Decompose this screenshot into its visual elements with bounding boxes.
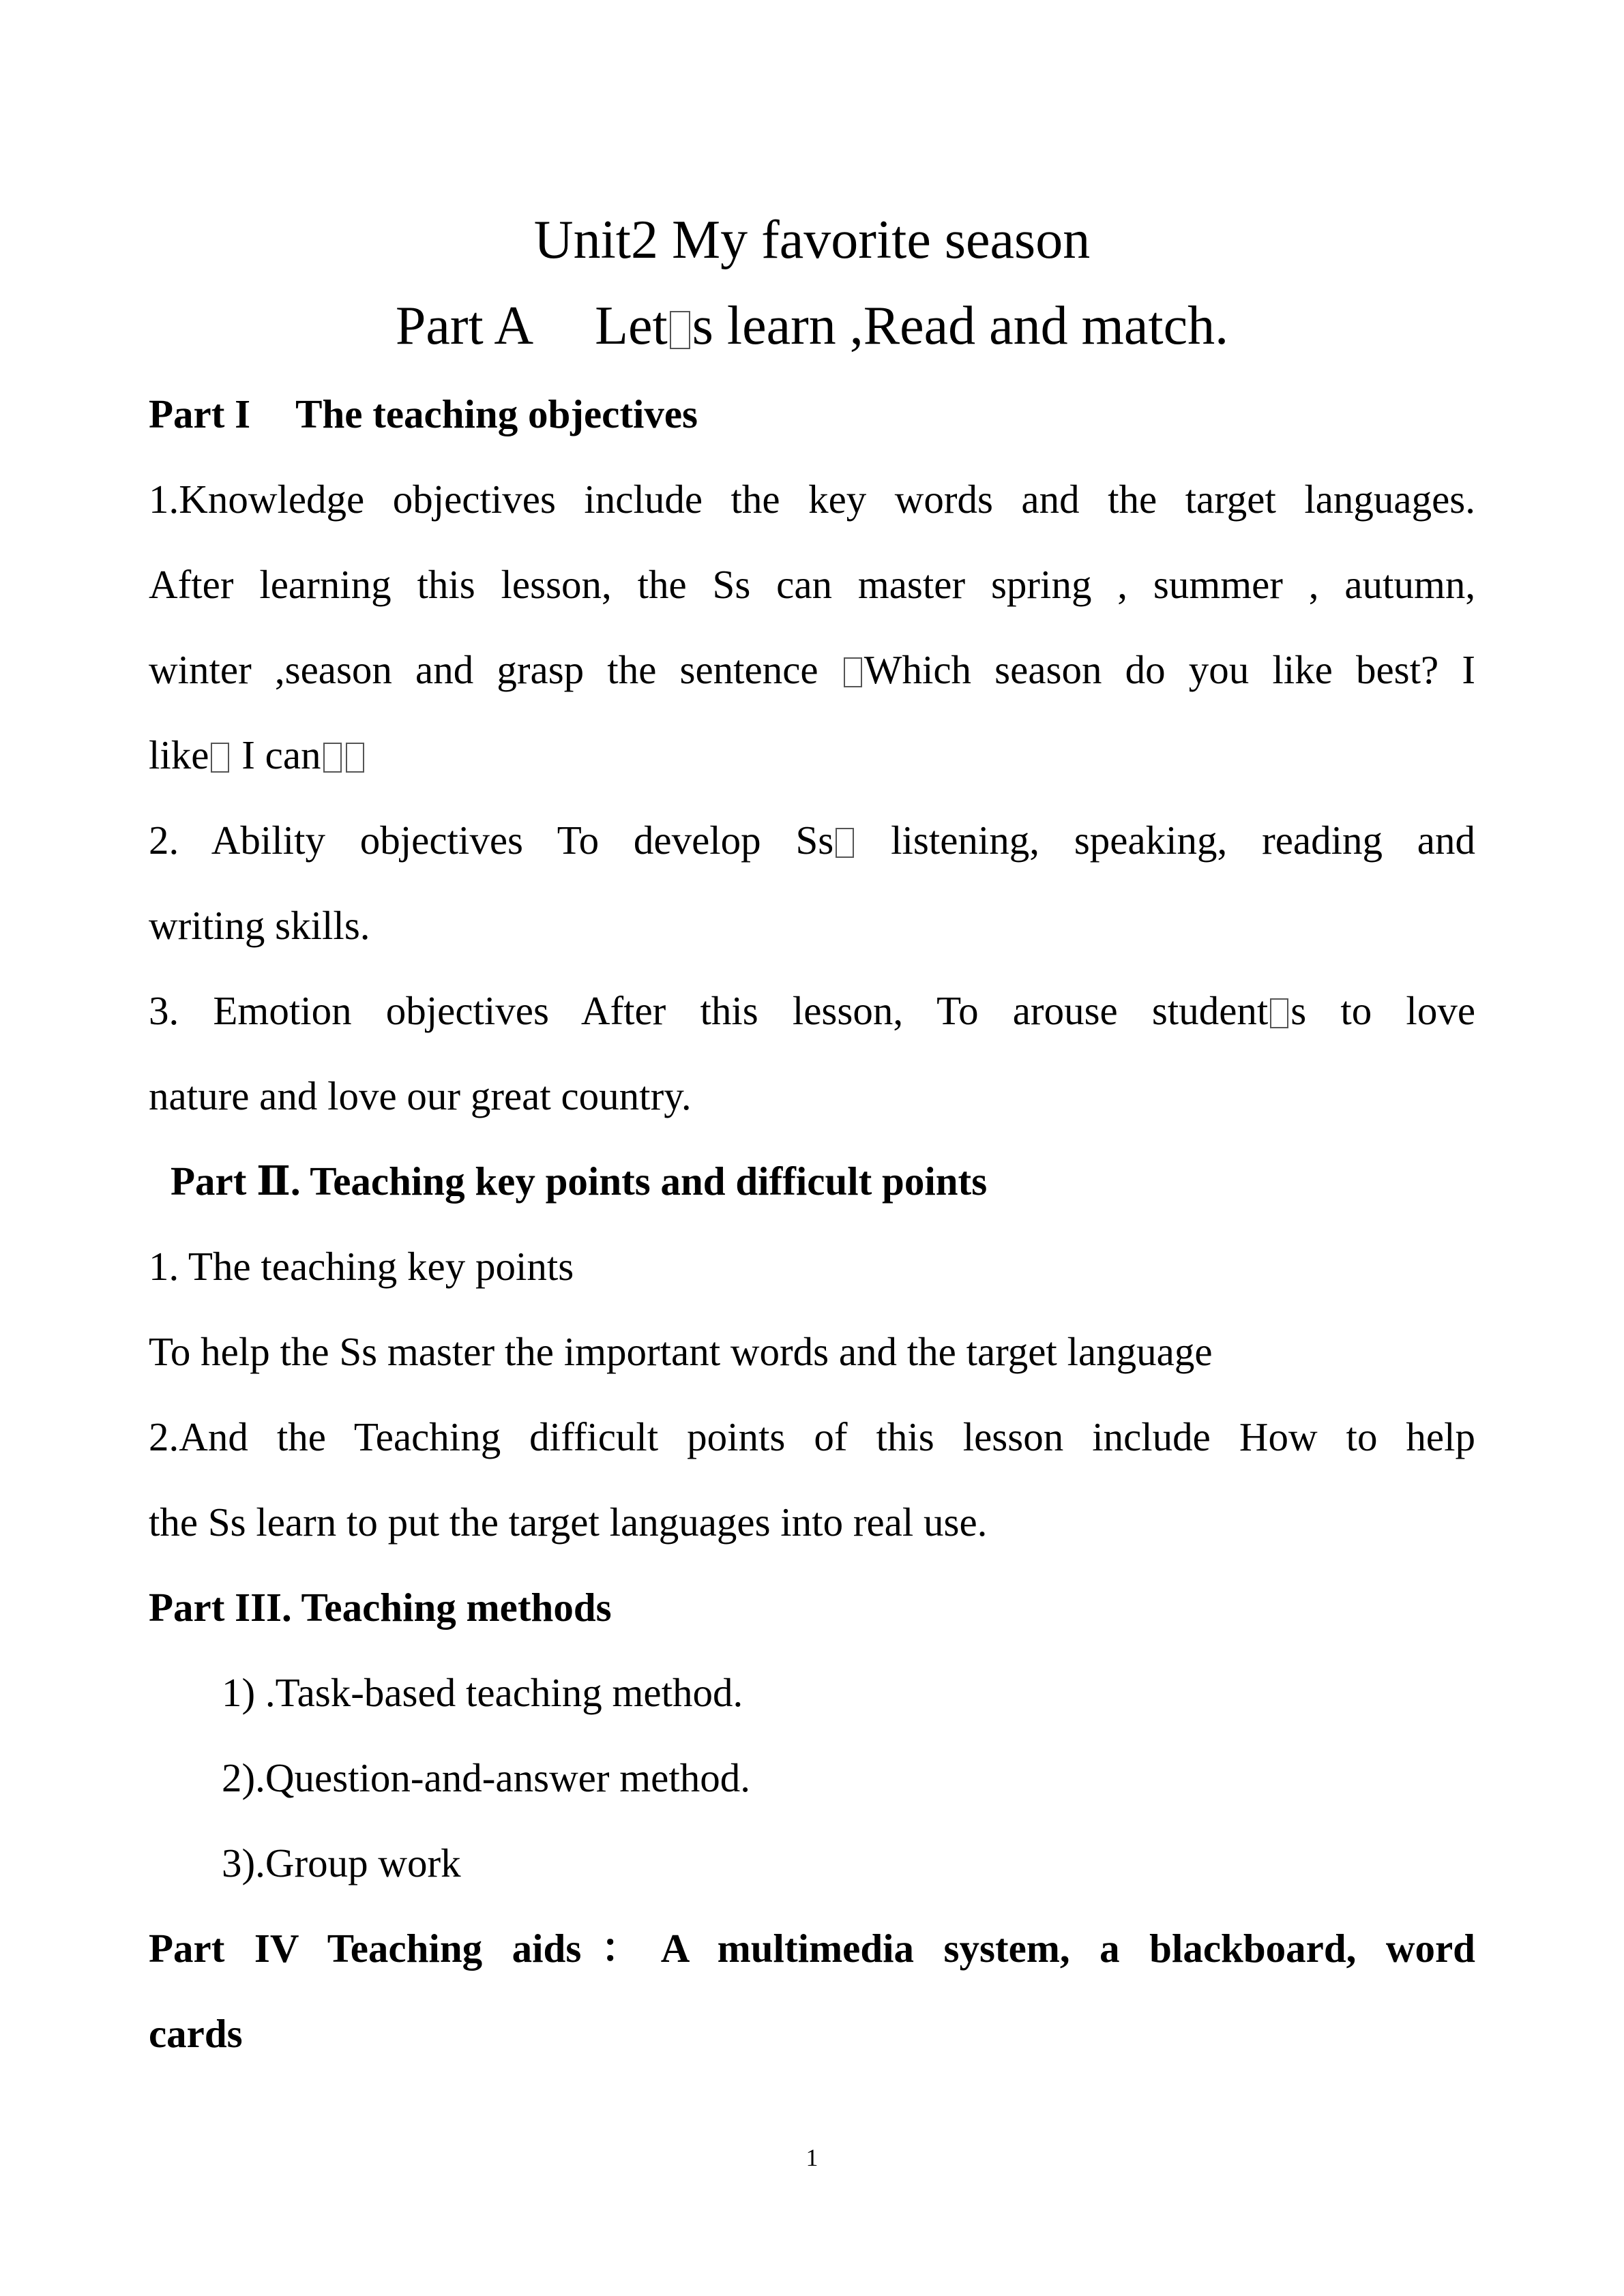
missing-glyph-box bbox=[346, 743, 364, 773]
knowledge-objectives-line-3: winter ,season and grasp the sentence Which season do you like best? I bbox=[149, 647, 1476, 692]
page-title: Unit2 My favorite season bbox=[533, 210, 1091, 270]
ability-objectives-line-1: 2. Ability objectives To develop Ss listening, speaking, reading and bbox=[149, 818, 1475, 863]
missing-glyph-box bbox=[844, 657, 862, 687]
key-points-text: To help the Ss master the important words and the target language bbox=[149, 1329, 1213, 1374]
missing-glyph-box bbox=[323, 743, 342, 773]
knowledge-objectives-line-2: After learning this lesson, the Ss can master spring , summer , autumn, bbox=[149, 562, 1476, 607]
missing-glyph-box bbox=[670, 311, 690, 349]
method-item: 3).Group work bbox=[222, 1840, 461, 1885]
emotion-objectives-line-1: 3. Emotion objectives After this lesson, To arouse student s to love bbox=[149, 988, 1476, 1033]
knowledge-objectives-line-4: like I can bbox=[149, 735, 366, 775]
missing-glyph-box bbox=[1270, 998, 1288, 1028]
section-heading-part-4: Part IV Teaching aids：A multimedia system, a blackboard, word bbox=[149, 1926, 1475, 1971]
missing-glyph-box bbox=[211, 743, 229, 773]
page-subtitle bbox=[0, 296, 1624, 356]
method-item: 1) .Task-based teaching method. bbox=[222, 1670, 743, 1715]
subtitle-rest: s learn ,Read and match. bbox=[692, 296, 1229, 356]
subtitle-part: Part A bbox=[395, 296, 534, 356]
section-heading-part-1: Part I The teaching objectives bbox=[149, 391, 698, 436]
section-heading-part-2: Part Ⅱ. Teaching key points and difficult points bbox=[171, 1159, 988, 1204]
section-heading-part-3: Part III. Teaching methods bbox=[149, 1585, 612, 1630]
subtitle-lets: Let bbox=[595, 296, 668, 356]
ability-objectives-line-2: writing skills. bbox=[149, 903, 370, 948]
method-item: 2).Question-and-answer method. bbox=[222, 1755, 750, 1800]
page-number: 1 bbox=[806, 2144, 818, 2171]
key-points-label: 1. The teaching key points bbox=[149, 1244, 574, 1289]
knowledge-objectives-line-1: 1.Knowledge objectives include the key words and the target languages. bbox=[149, 477, 1476, 522]
difficult-points-line-2: the Ss learn to put the target languages into real use. bbox=[149, 1500, 988, 1545]
missing-glyph-box bbox=[836, 828, 854, 858]
difficult-points-line-1: 2.And the Teaching difficult points of this lesson include How to help bbox=[149, 1414, 1476, 1459]
teaching-aids-line-2: cards bbox=[149, 2011, 243, 2056]
emotion-objectives-line-2: nature and love our great country. bbox=[149, 1073, 692, 1118]
